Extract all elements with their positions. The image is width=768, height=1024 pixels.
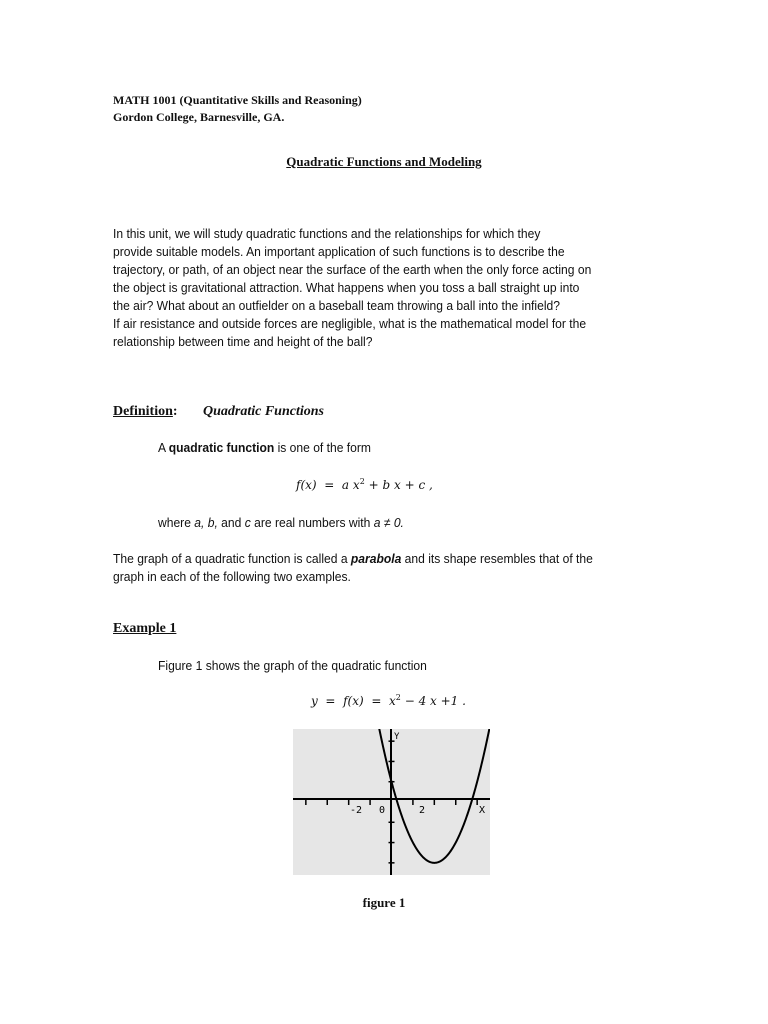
tick-label-0: 0 <box>379 805 386 816</box>
intro-line: the air? What about an outfielder on a baseball team throwing a ball into the infield? <box>113 298 560 313</box>
intro-line: trajectory, or path, of an object near the surface of the earth when the only force acting on <box>113 262 592 277</box>
intro-line: relationship between time and height of the ball? <box>113 334 373 349</box>
intro-line: the object is gravitational attraction. What happens when you toss a ball straight up into <box>113 280 580 295</box>
where-vars: a, b, <box>194 515 218 530</box>
intro-paragraph <box>113 225 620 351</box>
intro-line: If air resistance and outside forces are negligible, what is the mathematical model for the <box>113 316 587 331</box>
example1-heading <box>113 621 176 637</box>
where-cond: a ≠ 0. <box>373 515 404 530</box>
x-axis-label: X <box>479 805 486 816</box>
figure1-caption: figure 1 <box>362 895 406 910</box>
definition-sentence <box>158 439 665 457</box>
where-and: and <box>217 515 245 530</box>
definition-heading <box>113 404 178 420</box>
def-term: quadratic function <box>168 440 275 455</box>
where-clause <box>158 514 665 532</box>
parabola-line1-start: The graph of a quadratic function is called a <box>113 551 351 566</box>
intro-line: In this unit, we will study quadratic functions and the relationships for which they <box>113 226 541 241</box>
course-title: MATH 1001 (Quantitative Skills and Reasoning) <box>113 93 362 107</box>
parabola-line2: graph in each of the following two examples. <box>113 569 351 584</box>
page-title: Quadratic Functions and Modeling <box>286 154 482 169</box>
tick-label-neg2: -2 <box>350 805 363 816</box>
college-name: Gordon College, Barnesville, GA. <box>113 110 285 124</box>
y-axis-label: Y <box>394 732 400 742</box>
definition-formula: f(x) = a $x^2 + b$ x + c , <box>296 477 433 492</box>
figure1-graph <box>293 729 490 875</box>
parabola-paragraph <box>113 550 620 586</box>
definition-name: Quadratic Functions <box>203 404 324 419</box>
where-text: where <box>158 515 195 530</box>
def-text-end: is one of the form <box>274 440 371 455</box>
definition-colon: : <box>172 404 178 419</box>
example1-formula: $y = f(x) = x^2 - 4$ x +1 . <box>311 693 466 708</box>
def-text-start: A <box>158 440 169 455</box>
tick-label-2: 2 <box>419 805 426 816</box>
where-rest: are real numbers with <box>250 515 374 530</box>
parabola-term: parabola <box>350 551 402 566</box>
definition-label: Definition <box>113 404 173 419</box>
intro-line: provide suitable models. An important application of such functions is to describe the <box>113 244 565 259</box>
parabola-line1-end: and its shape resembles that of the <box>401 551 593 566</box>
example1-label: Example 1 <box>113 621 177 636</box>
example1-text <box>158 657 665 675</box>
example1-sentence: Figure 1 shows the graph of the quadratic function <box>158 658 427 673</box>
where-c: c <box>244 515 251 530</box>
